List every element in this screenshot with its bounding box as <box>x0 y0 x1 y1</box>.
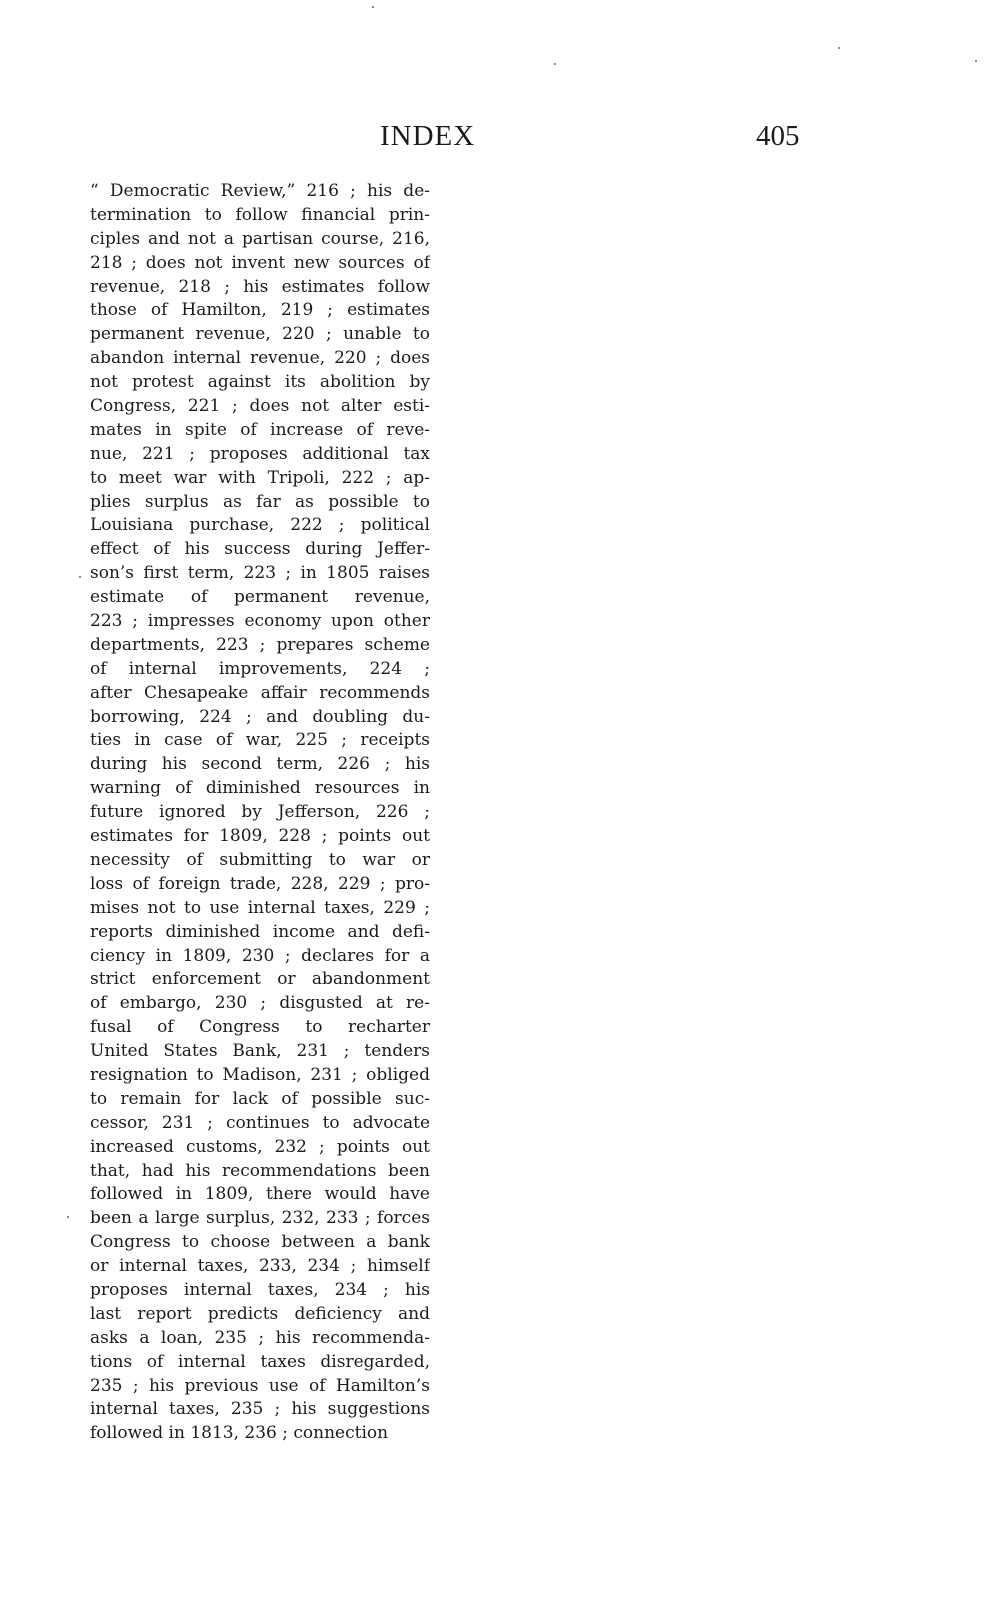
index-text-line: tions of internal taxes disregarded, <box>90 1351 430 1372</box>
index-text-line: proposes internal taxes, 234 ; his <box>90 1279 430 1300</box>
index-text-line: during his second term, 226 ; his <box>90 754 430 775</box>
index-text-line: followed in 1813, 236 ; connection <box>90 1423 389 1444</box>
index-text-line: abandon internal revenue, 220 ; does <box>90 348 430 369</box>
index-text-line: termination to follow financial prin- <box>90 204 430 225</box>
index-text-line: revenue, 218 ; his estimates follow <box>90 276 430 297</box>
index-text-line: or internal taxes, 233, 234 ; himself <box>90 1256 430 1277</box>
index-text-line: mises not to use internal taxes, 229 ; <box>90 897 430 918</box>
index-text-line: permanent revenue, 220 ; unable to <box>90 324 430 345</box>
page-number: 405 <box>756 120 800 152</box>
index-text-line: of internal improvements, 224 ; <box>90 658 430 679</box>
index-text-line: departments, 223 ; prepares scheme <box>90 634 430 655</box>
index-text-line: effect of his success during Jeffer- <box>90 539 430 560</box>
index-text-line: nue, 221 ; proposes additional tax <box>90 443 430 464</box>
index-text-line: “ Democratic Review,” 216 ; his de- <box>90 181 430 201</box>
paper-speck <box>67 1216 69 1218</box>
index-text-line: 235 ; his previous use of Hamilton’s <box>90 1375 430 1396</box>
index-text-line: mates in spite of increase of reve- <box>90 419 430 440</box>
paper-speck <box>79 576 81 578</box>
index-text-line: that, had his recommendations been <box>90 1160 430 1181</box>
index-text-line: estimate of permanent revenue, <box>90 587 430 608</box>
paper-speck <box>554 63 556 65</box>
index-text-line: asks a loan, 235 ; his recommenda- <box>90 1327 430 1348</box>
index-text-line: resignation to Madison, 231 ; obliged <box>90 1064 430 1085</box>
index-text-line: been a large surplus, 232, 233 ; forces <box>90 1208 430 1229</box>
index-text-line: followed in 1809, there would have <box>90 1184 430 1205</box>
paper-speck <box>838 47 840 49</box>
index-text-line: fusal of Congress to recharter <box>90 1017 430 1038</box>
paper-speck <box>975 60 977 62</box>
index-text-line: ciency in 1809, 230 ; declares for a <box>90 945 430 966</box>
index-text-line: last report predicts deficiency and <box>90 1303 430 1324</box>
index-text-line: plies surplus as far as possible to <box>90 491 430 512</box>
index-text-line: necessity of submitting to war or <box>90 849 430 870</box>
index-text-line: ties in case of war, 225 ; receipts <box>90 730 430 751</box>
index-text-line: warning of diminished resources in <box>90 778 430 799</box>
index-text-line: United States Bank, 231 ; tenders <box>90 1041 430 1062</box>
index-text-line: reports diminished income and defi- <box>90 921 430 942</box>
index-text-line: after Chesapeake affair recommends <box>90 682 430 703</box>
index-text-line: of embargo, 230 ; disgusted at re- <box>90 993 430 1014</box>
index-text-line: those of Hamilton, 219 ; estimates <box>90 300 430 321</box>
index-entry-column <box>90 180 430 1446</box>
index-text-line: loss of foreign trade, 228, 229 ; pro- <box>90 873 430 894</box>
index-text-line: Congress, 221 ; does not alter esti- <box>90 396 430 417</box>
index-text-line: cessor, 231 ; continues to advocate <box>90 1112 430 1133</box>
index-text-line: to meet war with Tripoli, 222 ; ap- <box>90 467 430 488</box>
index-text-line: to remain for lack of possible suc- <box>90 1088 430 1109</box>
index-text-line: Louisiana purchase, 222 ; political <box>90 515 430 536</box>
index-text-line: estimates for 1809, 228 ; points out <box>90 826 430 847</box>
index-text-line: borrowing, 224 ; and doubling du- <box>90 706 430 727</box>
index-text-line: son’s first term, 223 ; in 1805 raises <box>90 563 430 584</box>
index-text-line: future ignored by Jefferson, 226 ; <box>90 802 430 823</box>
index-text-line: not protest against its abolition by <box>90 372 430 393</box>
index-text-line: 218 ; does not invent new sources of <box>90 252 430 273</box>
running-head-title: INDEX <box>380 120 476 152</box>
index-text-line: Congress to choose between a bank <box>90 1232 430 1253</box>
index-text-line: internal taxes, 235 ; his suggestions <box>90 1399 430 1420</box>
index-text-line: 223 ; impresses economy upon other <box>90 611 430 632</box>
index-text-line: strict enforcement or abandonment <box>90 969 430 990</box>
index-text-line: increased customs, 232 ; points out <box>90 1136 430 1157</box>
index-text-line: ciples and not a partisan course, 216, <box>90 228 430 249</box>
paper-speck <box>372 6 374 8</box>
